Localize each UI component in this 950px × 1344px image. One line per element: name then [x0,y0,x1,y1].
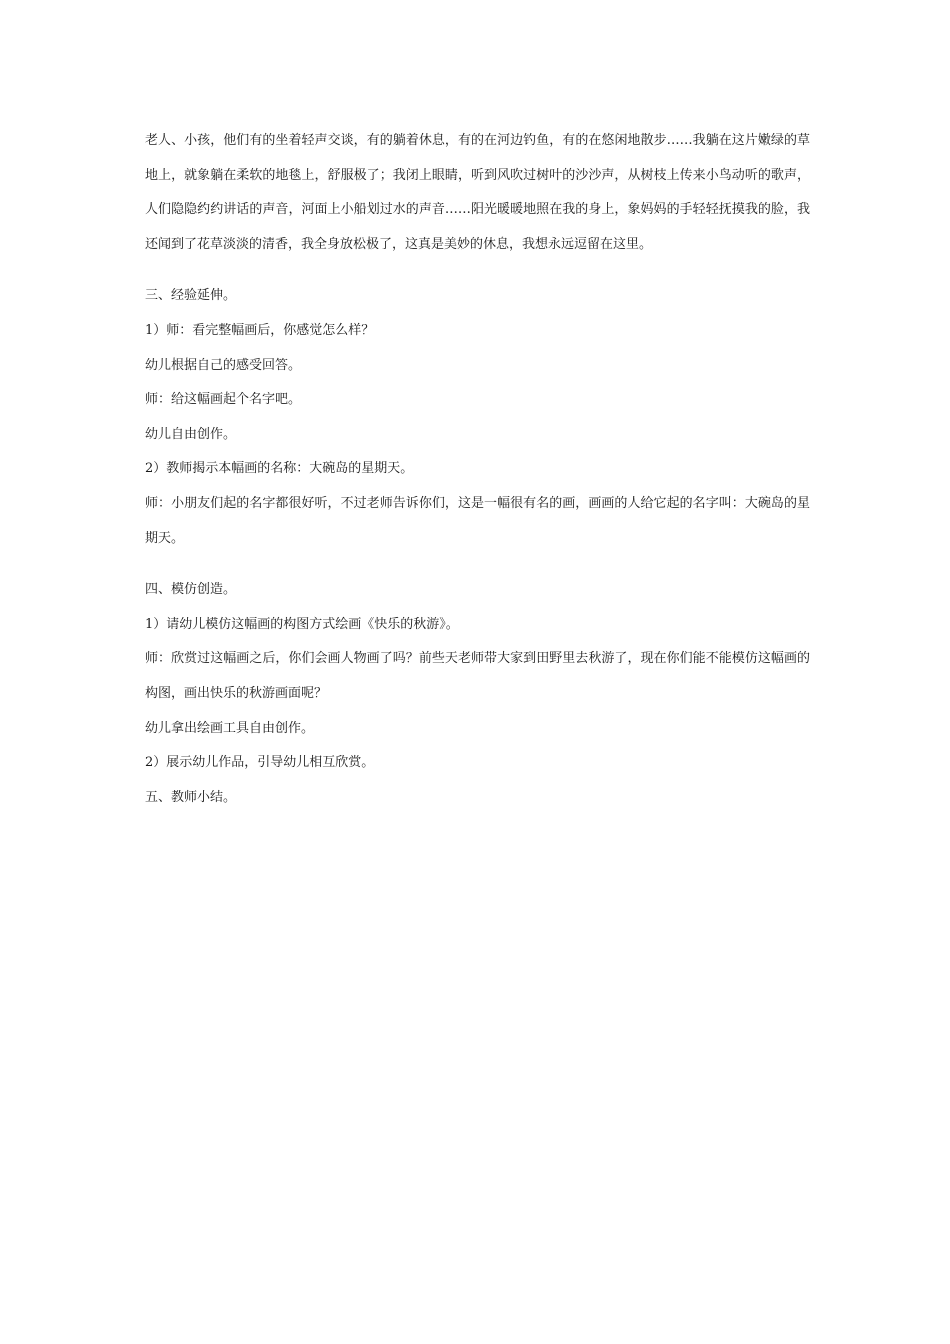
section3-paragraph: 师：小朋友们起的名字都很好听，不过老师告诉你们，这是一幅很有名的画，画画的人给它起的名字叫：大碗岛的星期天。 [145,495,810,546]
section4-heading: 四、模仿创造。 [145,582,237,598]
section-gap [145,262,810,279]
section3-line-2: 幼儿根据自己的感受回答。 [145,357,302,373]
section4-line-1: 1）请幼儿模仿这幅画的构图方式绘画《快乐的秋游》。 [145,616,459,632]
section4-line-3: 2）展示幼儿作品，引导幼儿相互欣赏。 [145,755,375,771]
section4-line-2: 幼儿拿出绘画工具自由创作。 [145,720,315,736]
section-gap [145,556,810,573]
intro-paragraph: 老人、小孩，他们有的坐着轻声交谈，有的躺着休息，有的在河边钓鱼，有的在悠闲地散步……我躺在这片嫩绿的草地上，就象躺在柔软的地毯上，舒服极了；我闭上眼睛，听到风吹过树叶的沙沙声，从树枝上传来小鸟动听的歌声，人们隐隐约约讲话的声音，河面上小船划过水的声音……阳光暖暖地照在我的身上，象妈妈的手轻轻抚摸我的脸，我还闻到了花草淡淡的清香，我全身放松极了，这真是美妙的休息，我想永远逗留在这里。 [145,133,810,252]
document-page [145,124,810,815]
section3-line-3: 师：给这幅画起个名字吧。 [145,392,302,408]
section4-paragraph: 师：欣赏过这幅画之后，你们会画人物画了吗？前些天老师带大家到田野里去秋游了，现在你们能不能模仿这幅画的构图，画出快乐的秋游画面呢？ [145,651,810,701]
section3-line-5: 2）教师揭示本幅画的名称：大碗岛的星期天。 [145,461,414,477]
section5-heading: 五、教师小结。 [145,789,237,805]
section3-line-1: 1）师：看完整幅画后，你感觉怎么样？ [145,322,375,338]
section3-line-4: 幼儿自由创作。 [145,426,237,442]
section3-heading: 三、经验延伸。 [145,288,237,304]
